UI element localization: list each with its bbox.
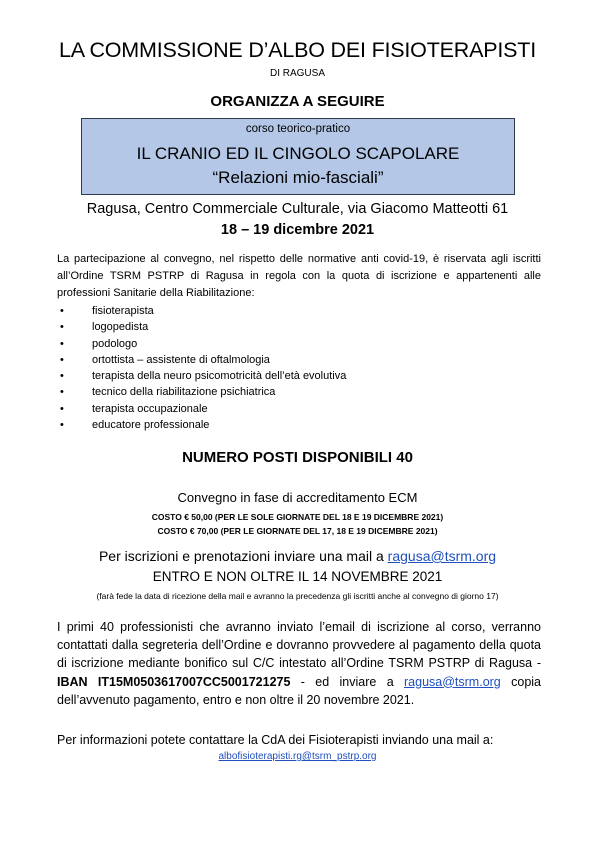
payment-paragraph <box>57 618 541 709</box>
payment-text-3: copia dell’avvenuto pagamento, entro e non oltre il 20 novembre 2021. <box>57 674 541 707</box>
list-item: • educatore professionale <box>57 417 346 433</box>
event-dates: 18 – 19 dicembre 2021 <box>220 222 375 238</box>
list-item: • podologo <box>57 336 346 352</box>
intro-paragraph: La partecipazione al convegno, nel rispetto delle normative anti covid-19, è riservata agli iscritti all’Ordine TSRM PSTRP di Ragusa in regola con la quota di iscrizione e appartenenti alle professioni Sanitarie della Riabilitazione: <box>57 253 541 299</box>
list-item: • tecnico della riabilitazione psichiatrica <box>57 384 346 400</box>
course-type: corso teorico-pratico <box>245 123 351 135</box>
registration-line <box>0 548 595 564</box>
registration-text: Per iscrizioni e prenotazioni inviare una mail a <box>98 548 388 564</box>
organization-title: LA COMMISSIONE D’ALBO DEI FISIOTERAPISTI <box>58 38 537 62</box>
payment-text-2: - ed inviare a <box>290 674 405 689</box>
info-line: Per informazioni potete contattare la CdA dei Fisioterapisti inviando una mail a: <box>57 733 494 747</box>
info-email-link[interactable]: albofisioterapisti.rg@tsrm_pstrp.org <box>218 751 377 762</box>
cost-two-days: COSTO € 50,00 (PER LE SOLE GIORNATE DEL 18 E 19 DICEMBRE 2021) <box>151 512 444 522</box>
course-subtitle: “Relazioni mio-fasciali” <box>212 168 384 187</box>
payment-email-link[interactable]: ragusa@tsrm.org <box>404 674 501 689</box>
list-item: • terapista occupazionale <box>57 401 346 417</box>
deadline: ENTRO E NON OLTRE IL 14 NOVEMBRE 2021 <box>152 569 443 584</box>
list-item: • ortottista – assistente di oftalmologia <box>57 352 346 368</box>
professions-list <box>57 303 346 433</box>
organization-subtitle: DI RAGUSA <box>269 68 325 79</box>
list-item: • fisioterapista <box>57 303 346 319</box>
ecm-accreditation: Convegno in fase di accreditamento ECM <box>177 490 418 505</box>
payment-text-1: I primi 40 professionisti che avranno inviato l’email di iscrizione al corso, verranno contattati dalla segreteria dell’Ordine e dovranno provvedere al pagamento della quota di iscrizione mediante bonifico sul C/C intestato all’Ordine TSRM PSTRP di Ragusa - <box>57 620 541 671</box>
registration-email-link[interactable]: ragusa@tsrm.org <box>387 548 497 564</box>
list-item: • logopedista <box>57 319 346 335</box>
cost-three-days: COSTO € 70,00 (PER LE GIORNATE DEL 17, 18 E 19 DICEMBRE 2021) <box>157 526 438 536</box>
event-venue: Ragusa, Centro Commerciale Culturale, via Giacomo Matteotti 61 <box>86 201 509 217</box>
organizes-heading: ORGANIZZA A SEGUIRE <box>210 93 385 110</box>
course-title: IL CRANIO ED IL CINGOLO SCAPOLARE <box>136 144 460 163</box>
available-seats: NUMERO POSTI DISPONIBILI 40 <box>182 449 413 466</box>
info-email-link-wrap <box>0 751 595 762</box>
list-item: • terapista della neuro psicomotricità dell’età evolutiva <box>57 368 346 384</box>
course-box <box>81 118 515 195</box>
iban: IBAN IT15M0503617007CC5001721275 <box>57 674 291 689</box>
deadline-note: (farà fede la data di ricezione della mail e avranno la precedenza gli iscritti anche al convegno di giorno 17) <box>96 591 499 601</box>
